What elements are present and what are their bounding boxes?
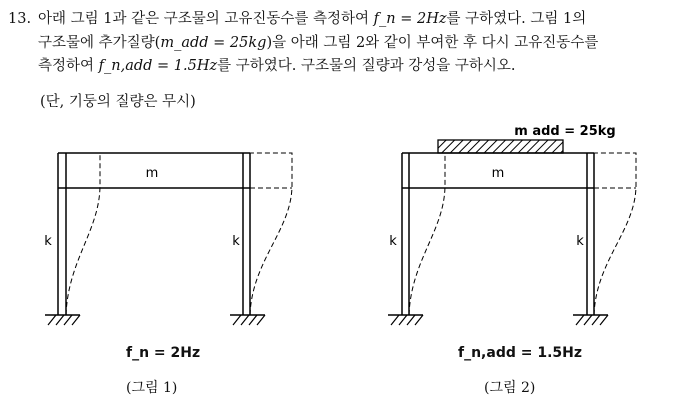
figure-2-added-mass-label: m add = 25kg [514, 124, 616, 139]
question-line-2: 구조물에 추가질량(m_add = 25kg)을 아래 그림 2와 같이 부여한 후 다시 고유진동수를 [38, 34, 599, 51]
figure-1-frame [45, 153, 292, 325]
question-line-1: 13. 아래 그림 1과 같은 구조물의 고유진동수를 측정하여 f_n = 2Hz를 구하였다. 그림 1의 [8, 8, 672, 32]
figure-1-k-right: k [232, 234, 240, 249]
figure-2-k-left: k [389, 234, 397, 249]
question-line-3: 측정하여 f_n,add = 1.5Hz를 구하였다. 구조물의 질량과 강성을 구하시오. [38, 58, 516, 74]
figure-2-frame [388, 140, 636, 325]
figure-1-mass-label: m [145, 166, 159, 181]
question-number: 13. [8, 11, 32, 27]
fn-equation: f_n = 2Hz [373, 11, 447, 27]
madd-equation: m_add = 25kg [160, 34, 267, 51]
figure-2-k-right: k [576, 234, 584, 249]
fnadd-equation: f_n,add = 1.5Hz [98, 58, 218, 74]
figure-1-k-left: k [44, 234, 52, 249]
figure-2-mass-label: m [491, 166, 505, 181]
figure-2-frequency: f_n,add = 1.5Hz [458, 345, 583, 361]
figure-2-caption: (그림 2) [484, 380, 536, 396]
figure-1-caption: (그림 1) [126, 380, 178, 396]
question-note: (단, 기둥의 질량은 무시) [40, 94, 196, 110]
figure-1-frequency: f_n = 2Hz [126, 345, 201, 361]
